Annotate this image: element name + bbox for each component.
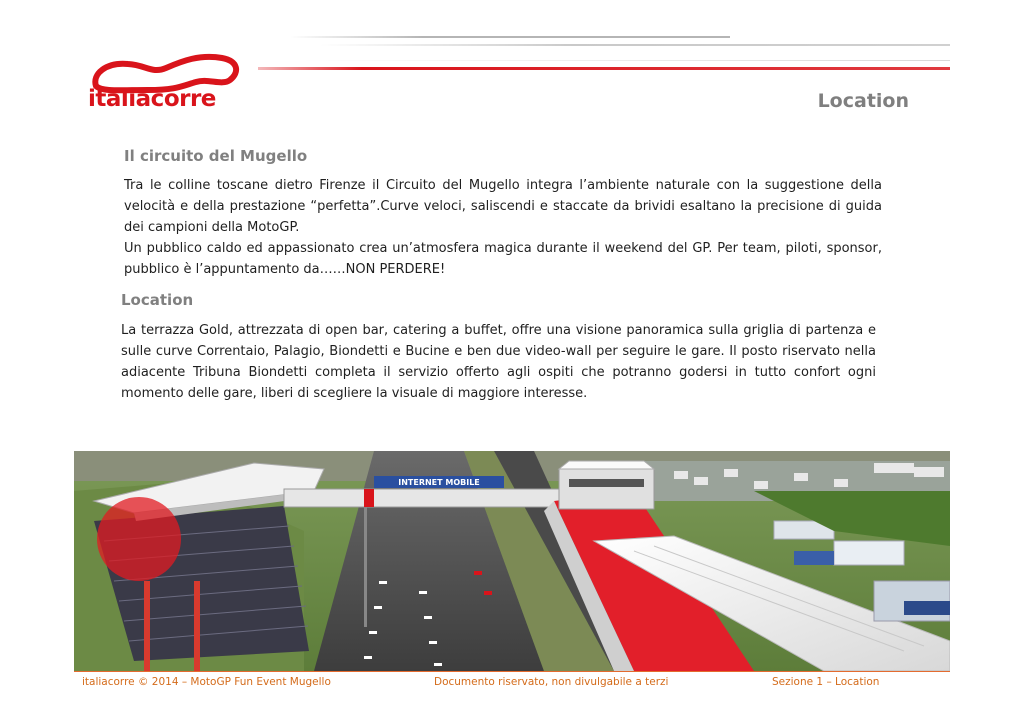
location-paragraph: La terrazza Gold, attrezzata di open bar, catering a buffet, offre una visione panoramica sulla griglia di partenza e sulle curve Correntaio, Palagio, Biondetti e Bucine e ben due video-wall per seguire le gare. Il posto riservato nella adiacente Tribuna Biondetti completa il servizio offerto agli ospiti che potranno godersi in tutto confort ogni momento delle gare, liberi di scegliere la visuale di maggiore interesse. bbox=[121, 323, 876, 401]
section-heading-location: Location bbox=[121, 291, 194, 309]
footer-section-label: Sezione 1 – Location bbox=[772, 676, 880, 688]
gold-terrace-marker bbox=[97, 497, 181, 581]
mugello-circuit-photo bbox=[74, 451, 950, 671]
footer-divider bbox=[74, 671, 950, 672]
footer-confidential-notice: Documento riservato, non divulgabile a terzi bbox=[434, 676, 669, 688]
footer-copyright: italiacorre © 2014 – MotoGP Fun Event Mugello bbox=[82, 676, 331, 688]
header-line-grey-middle bbox=[320, 44, 950, 46]
bridge-banner-text: INTERNET MOBILE bbox=[398, 478, 480, 487]
section-heading-circuit: Il circuito del Mugello bbox=[124, 147, 308, 165]
location-description bbox=[121, 320, 876, 404]
header-line-red bbox=[258, 67, 950, 70]
circuit-paragraph-1: Tra le colline toscane dietro Firenze il Circuito del Mugello integra l’ambiente naturale con la suggestione della velocità e della prestazione “perfetta”.Curve veloci, saliscendi e staccate da brividi esaltano la precisione di guida dei campioni della MotoGP. bbox=[124, 178, 882, 235]
circuit-description bbox=[124, 175, 882, 280]
page-title: Location bbox=[817, 90, 909, 112]
circuit-aerial-illustration bbox=[74, 451, 950, 671]
logo-wordmark: italiacorre bbox=[88, 86, 216, 112]
italiacorre-logo bbox=[88, 52, 248, 118]
header-line-grey-bottom bbox=[300, 60, 950, 61]
circuit-paragraph-2: Un pubblico caldo ed appassionato crea un’atmosfera magica durante il weekend del GP. Per team, piloti, sponsor, pubblico è l’appuntamento da……NON PERDERE! bbox=[124, 241, 882, 277]
header-line-grey-top bbox=[290, 36, 730, 38]
